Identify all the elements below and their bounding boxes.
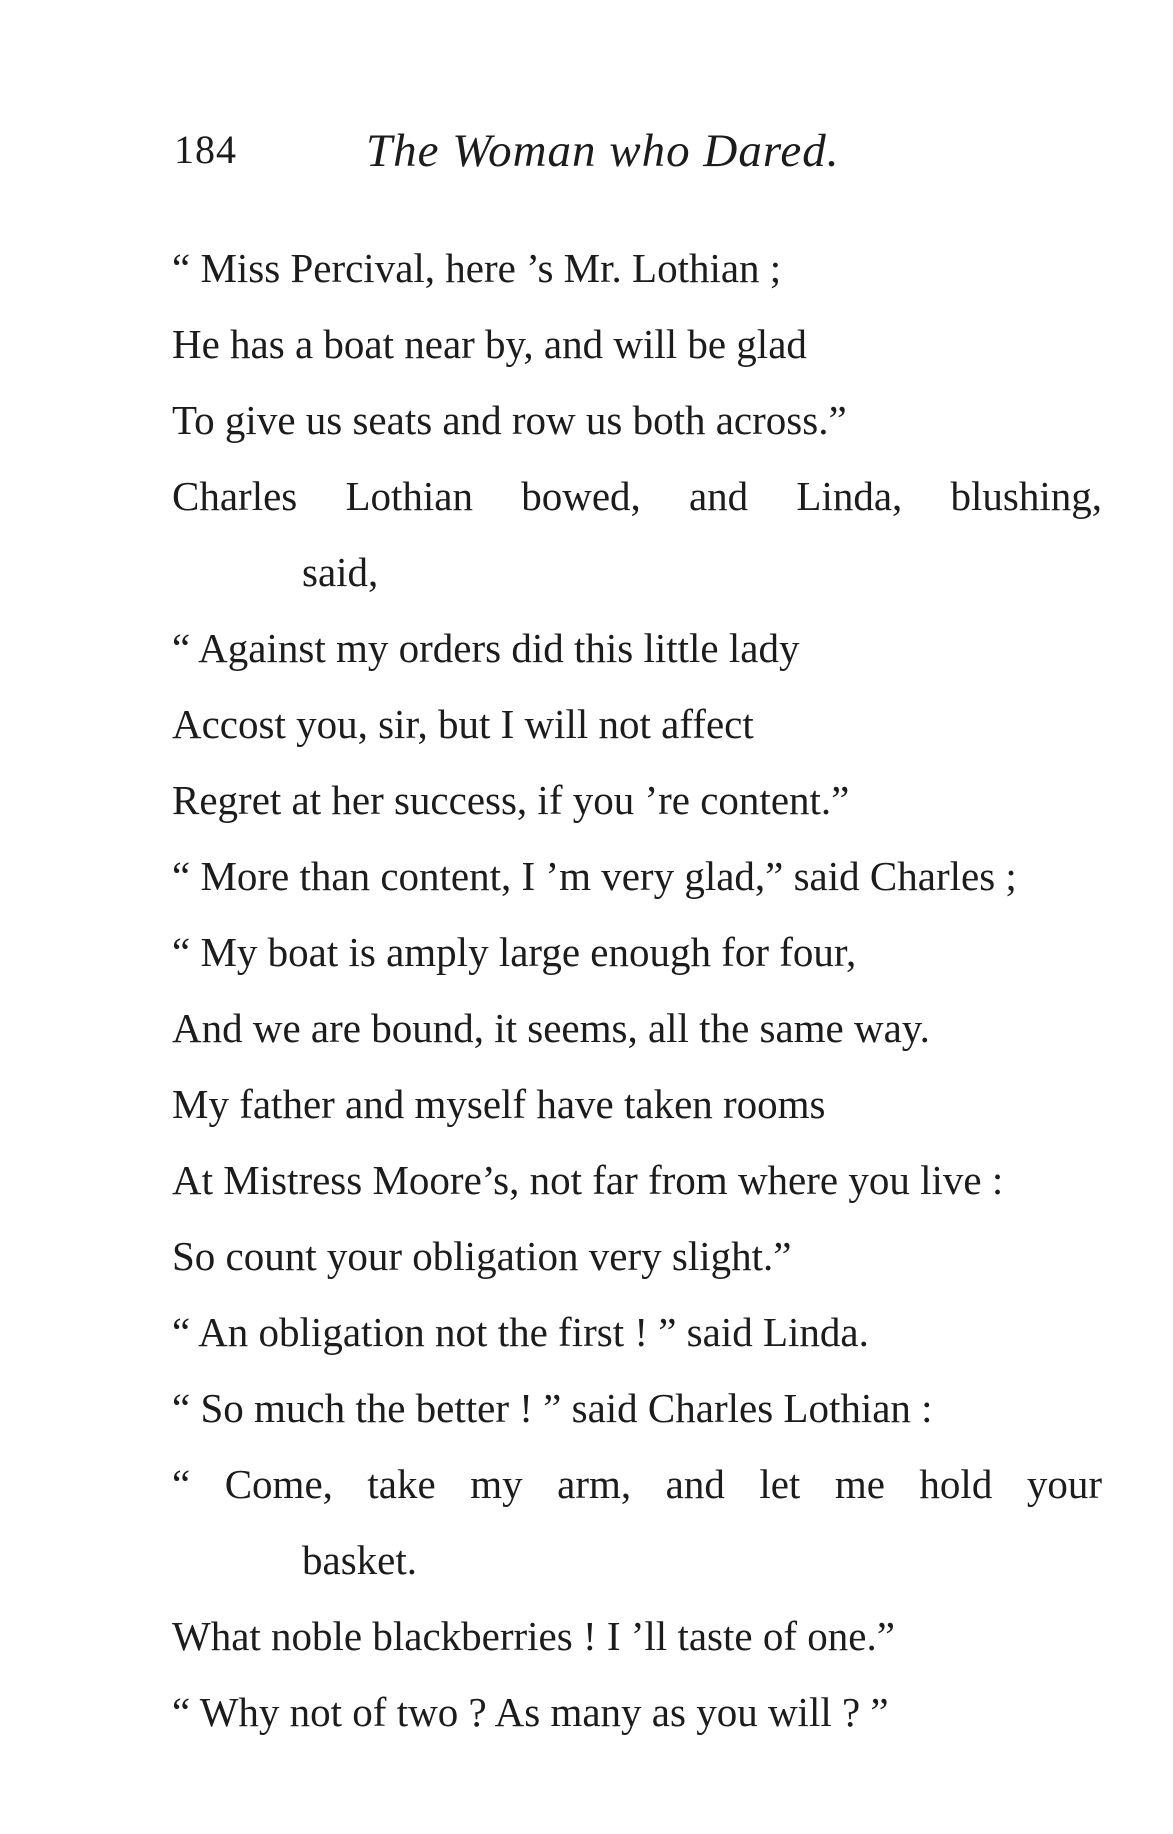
verse-line: To give us seats and row us both across.”	[172, 397, 847, 443]
verse-line: “ My boat is amply large enough for four,	[172, 929, 857, 975]
verse-line-continuation: said,	[302, 549, 379, 595]
verse-line: Charles Lothian bowed, and Linda, blushing,	[172, 473, 1102, 519]
poem-text	[172, 230, 1102, 1750]
verse-line: At Mistress Moore’s, not far from where you live :	[172, 1157, 1004, 1203]
verse-line: “ More than content, I ’m very glad,” said Charles ;	[172, 853, 1017, 899]
verse-line: So count your obligation very slight.”	[172, 1233, 792, 1279]
page-number: 184	[174, 127, 237, 172]
verse-line: “ An obligation not the first ! ” said Linda.	[172, 1309, 869, 1355]
verse-line: “ Miss Percival, here ’s Mr. Lothian ;	[172, 245, 782, 291]
verse-line: Accost you, sir, but I will not affect	[172, 701, 754, 747]
verse-line: “ Against my orders did this little lady	[172, 625, 800, 671]
verse-line: My father and myself have taken rooms	[172, 1081, 826, 1127]
running-title: The Woman who Dared.	[366, 125, 840, 177]
verse-line-continuation: basket.	[302, 1537, 417, 1583]
verse-line: What noble blackberries ! I ’ll taste of one.”	[172, 1613, 895, 1659]
verse-line: Regret at her success, if you ’re content.”	[172, 777, 850, 823]
running-header	[174, 126, 1114, 186]
verse-line: “ So much the better ! ” said Charles Lothian :	[172, 1385, 933, 1431]
verse-line: He has a boat near by, and will be glad	[172, 321, 807, 367]
verse-line: “ Why not of two ? As many as you will ? ”	[172, 1689, 889, 1735]
verse-line: “ Come, take my arm, and let me hold your	[172, 1461, 1102, 1507]
verse-line: And we are bound, it seems, all the same way.	[172, 1005, 930, 1051]
